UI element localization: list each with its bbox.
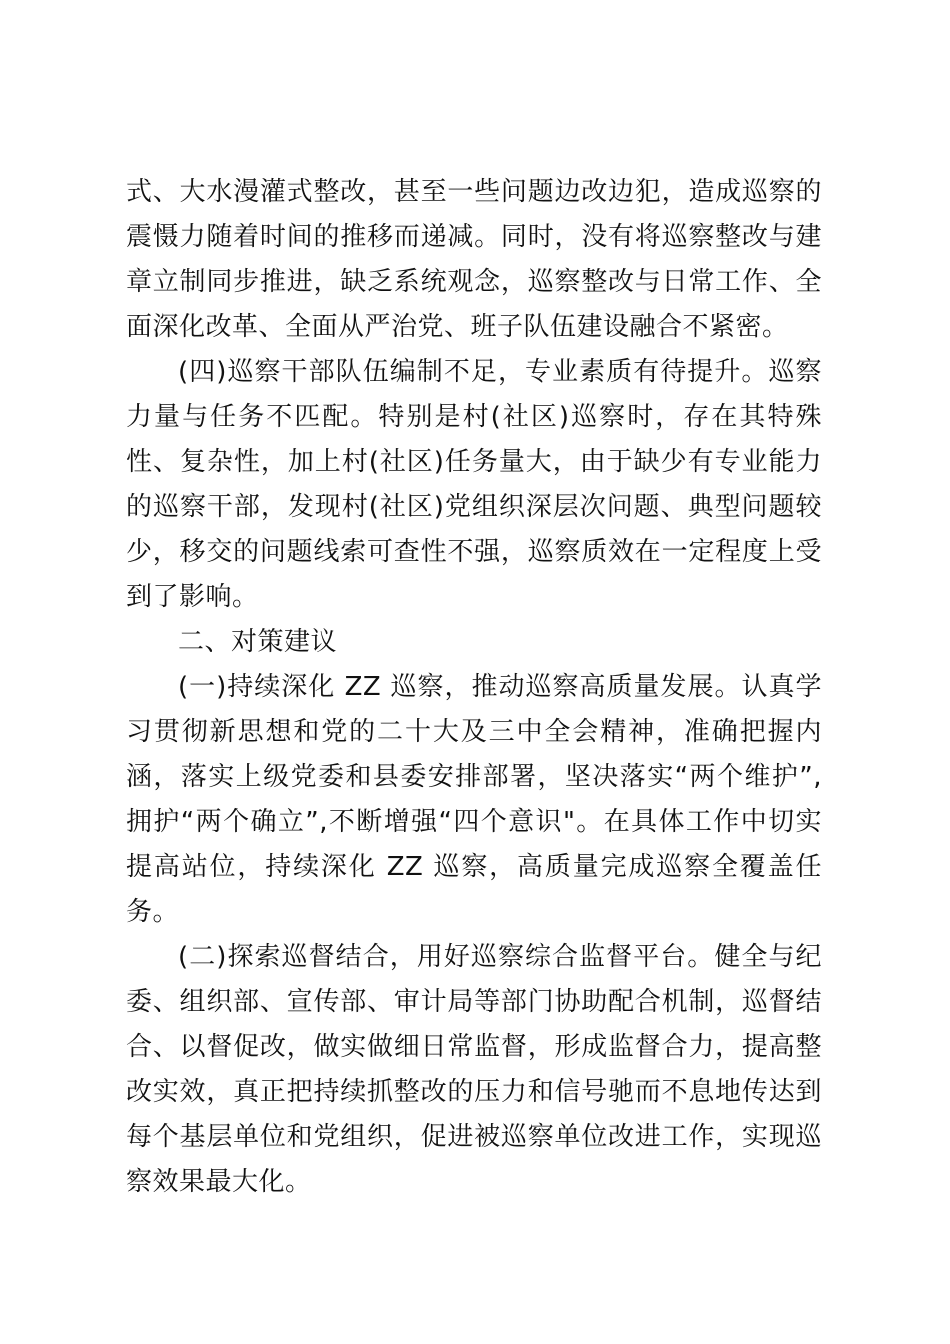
paragraph-continuation: 式、大水漫灌式整改，甚至一些问题边改边犯，造成巡察的震慑力随着时间的推移而递减。同时，没有将巡察整改与建章立制同步推进，缺乏系统观念，巡察整改与日常工作、全面深化改革、全面从严治党、班子队伍建设融合不紧密。 [126,177,822,342]
document-body [126,170,822,1205]
section-heading-countermeasures: 二、对策建议 [178,627,338,657]
paragraph-countermeasure-one: (一)持续深化 ZZ 巡察，推动巡察高质量发展。认真学习贯彻新思想和党的二十大及三中全会精神，准确把握内涵，落实上级党委和县委安排部署，坚决落实“两个维护”,拥护“两个确立”,不断增强“四个意识"。在具体工作中切实提高站位，持续深化 ZZ 巡察，高质量完成巡察全覆盖任务。 [126,672,822,927]
paragraph-countermeasure-two: (二)探索巡督结合，用好巡察综合监督平台。健全与纪委、组织部、宣传部、审计局等部门协助配合机制，巡督结合、以督促改，做实做细日常监督，形成监督合力，提高整改实效，真正把持续抓整改的压力和信号驰而不息地传达到每个基层单位和党组织，促进被巡察单位改进工作，实现巡察效果最大化。 [126,942,822,1197]
paragraph-section-four: (四)巡察干部队伍编制不足，专业素质有待提升。巡察力量与任务不匹配。特别是村(社区)巡察时，存在其特殊性、复杂性，加上村(社区)任务量大，由于缺少有专业能力的巡察干部，发现村(社区)党组织深层次问题、典型问题较少，移交的问题线索可查性不强，巡察质效在一定程度上受到了影响。 [126,357,822,612]
